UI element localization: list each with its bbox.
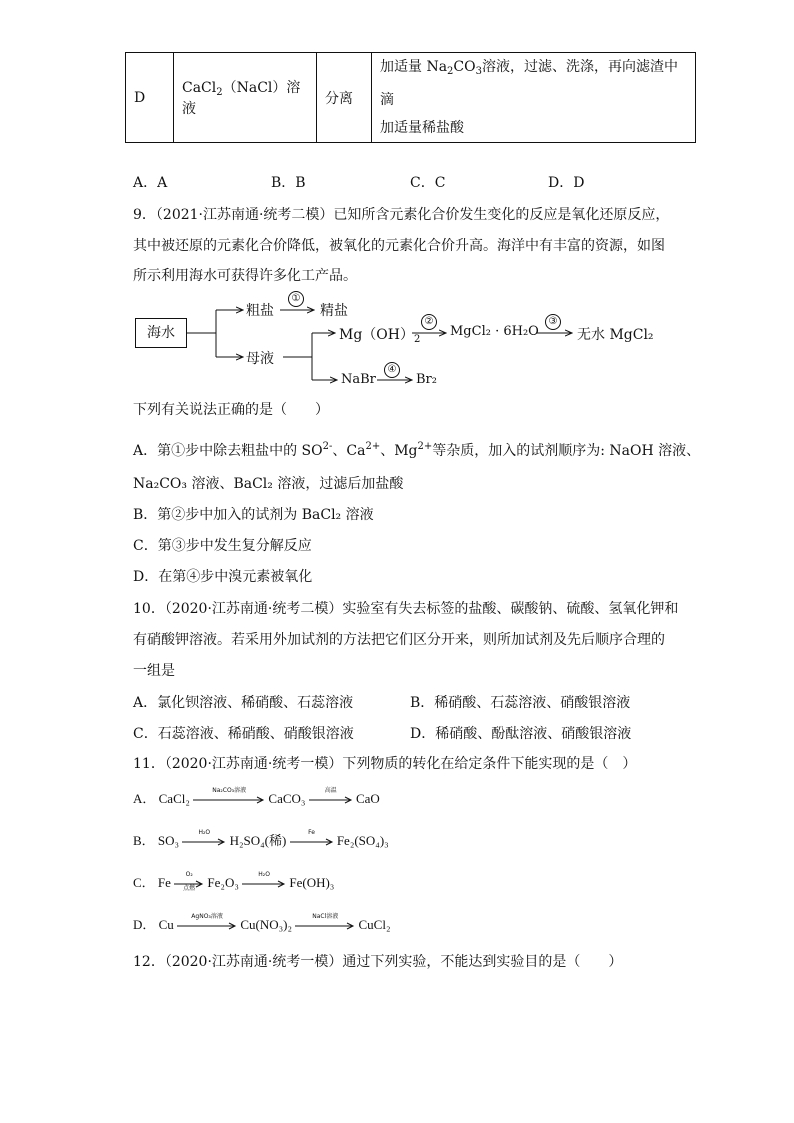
- q12-stem: 12．（2020·江苏南通·统考一模）通过下列实验，不能达到实验目的是（ ）: [133, 954, 623, 970]
- q11-stem: 11．（2020·江苏南通·统考一模）下列物质的转化在给定条件下能实现的是（ ）: [133, 756, 637, 772]
- q10-option-c: C．石蕊溶液、稀硝酸、硝酸银溶液: [133, 726, 354, 742]
- q11-option-b: B． SO₃ H₂O H₂SO₄(稀) Fe Fe₂(SO₄)₃: [133, 829, 389, 848]
- mother-liquor-label: 母液: [246, 351, 274, 367]
- operation-cell: 分离: [317, 53, 372, 143]
- q9-option-b: B．第②步中加入的试剂为 BaCl₂ 溶液: [133, 507, 374, 523]
- q9-question: 下列有关说法正确的是（ ）: [133, 402, 329, 418]
- q9-stem-line3: 所示利用海水可获得许多化工产品。: [133, 268, 357, 284]
- q8-option-c: C．C: [410, 175, 446, 191]
- q11-option-a: A． CaCl₂ Na₂CO₃溶液 CaCO₃ 高温 CaO: [133, 787, 380, 806]
- q10-option-d: D．稀硝酸、酚酞溶液、硝酸银溶液: [410, 726, 632, 742]
- q10-option-b: B．稀硝酸、石蕊溶液、硝酸银溶液: [410, 695, 631, 711]
- crude-salt-label: 粗盐: [246, 303, 274, 319]
- q10-stem-line3: 一组是: [133, 663, 175, 679]
- q9-option-a-line2: Na₂CO₃ 溶液、BaCl₂ 溶液，过滤后加盐酸: [133, 476, 404, 492]
- q10-stem-line1: 10．（2020·江苏南通·统考二模）实验室有失去标签的盐酸、碳酸钠、硫酸、氢氧化钾和: [133, 601, 679, 617]
- q9-stem-line2: 其中被还原的元素化合价降低，被氧化的元素化合价升高。海洋中有丰富的资源，如图: [133, 238, 665, 254]
- q9-option-a-line1: A．第①步中除去粗盐中的 $SO^{2-}$、$Ca^{2+}$、$Mg^{2+}$等杂质，加入的试剂顺序为: NaOH 溶液、: [133, 441, 701, 459]
- q8-option-a: A．A: [133, 175, 168, 191]
- nabr-label: NaBr: [341, 372, 376, 387]
- q10-stem-line2: 有硝酸钾溶液。若采用外加试剂的方法把它们区分开来，则所加试剂及先后顺序合理的: [133, 632, 665, 648]
- q9-option-d: D．在第④步中溴元素被氧化: [133, 569, 313, 585]
- refined-salt-label: 精盐: [320, 303, 348, 319]
- step-1-marker: ①: [288, 291, 304, 307]
- step-3-marker: ③: [545, 314, 561, 330]
- br2-label: Br₂: [416, 372, 437, 387]
- q11-option-c: C． Fe O₂ 点燃 Fe₂O₃ H₂O Fe(OH)₃: [133, 871, 335, 893]
- q9-option-c: C．第③步中发生复分解反应: [133, 538, 312, 554]
- q10-option-a: A．氯化钡溶液、稀硝酸、石蕊溶液: [133, 695, 354, 711]
- substance-cell: CaCl$_2$（NaCl）溶液: [174, 53, 317, 143]
- step-2-marker: ②: [421, 314, 437, 330]
- mgoh2-label: $Mg(OH)_2$: [339, 327, 421, 345]
- step-4-marker: ④: [384, 362, 400, 378]
- q9-stem-line1: 9．（2021·江苏南通·统考二模）已知所含元素化合价发生变化的反应是氧化还原反应，: [133, 207, 670, 223]
- mgcl2-hydrate-label: MgCl₂ · 6H₂O: [450, 324, 539, 339]
- anhydrous-mgcl2-label: 无水 MgCl₂: [577, 327, 654, 343]
- seawater-box: 海水: [135, 318, 187, 348]
- option-cell: D: [126, 53, 174, 143]
- q8-option-b: B．B: [271, 175, 306, 191]
- q11-option-d: D． Cu AgNO₃溶液 Cu(NO₃)₂ NaCl溶液 CuCl₂: [133, 913, 391, 932]
- method-cell: 加适量 $Na_2CO_3$溶液，过滤、洗涤，再向滤渣中滴 加适量稀盐酸: [372, 53, 696, 143]
- q8-option-d: D．D: [548, 175, 585, 191]
